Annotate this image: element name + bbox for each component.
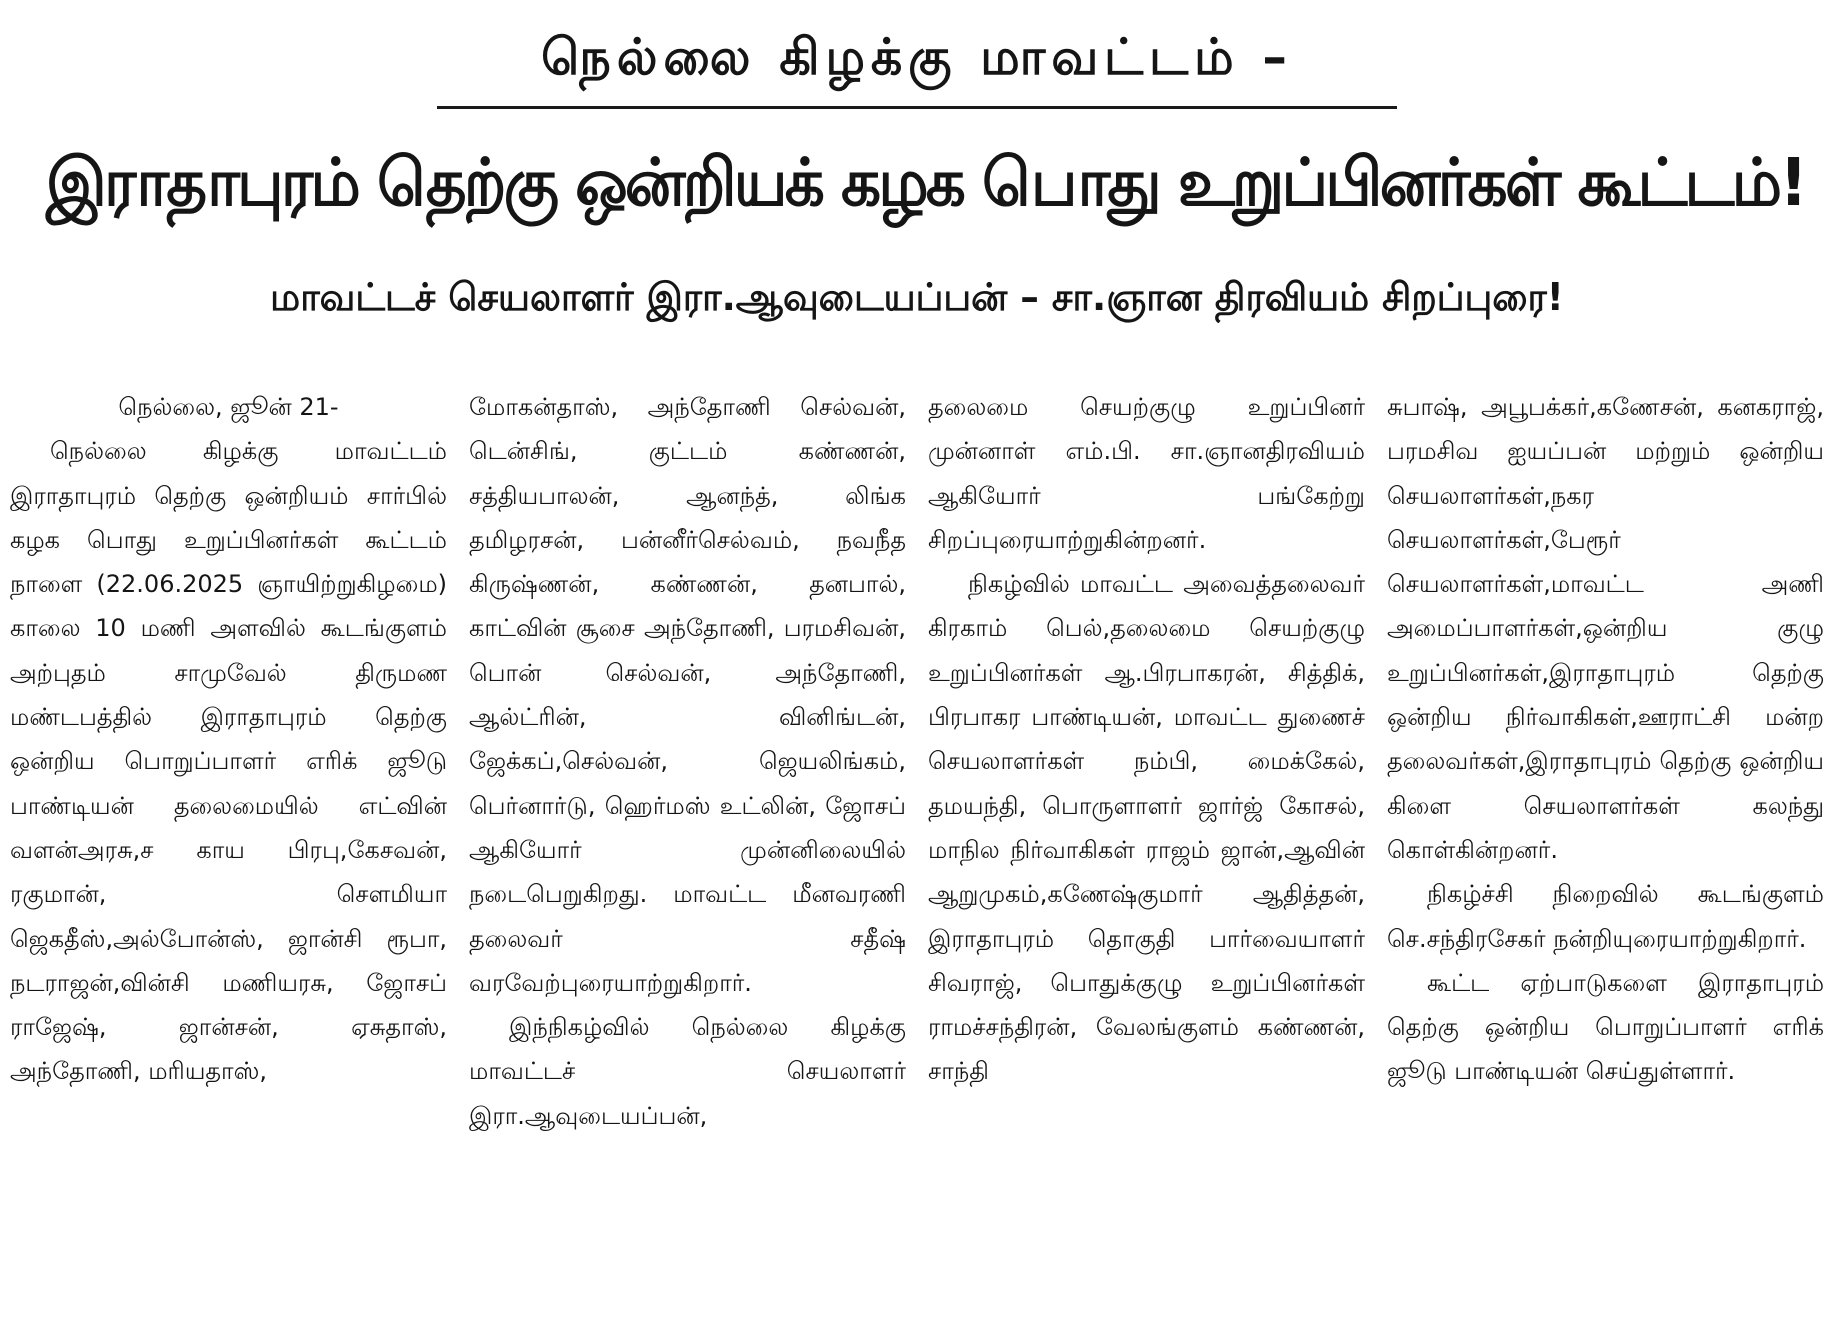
paragraph: நெல்லை கிழக்கு மாவட்டம் இராதாபுரம் தெற்கு ஒன்றியம் சார்பில் கழக பொது உறுப்பினர்கள் கூட்டம் நாளை (22.06.2025 ஞாயிற்றுகிழமை) காலை 10 மணி அளவில் கூடங்குளம் அற்புதம் சாமுவேல் திருமண மண்டபத்தில் இராதாபுரம் தெற்கு ஒன்றிய பொறுப்பாளர் எரிக் ஜூடு பாண்டியன் தலைமையில் எட்வின் வளன்அரசு,ச காய பிரபு,கேசவன், ரகுமான், சௌமியா ஜெகதீஸ்,அல்போன்ஸ், ஜான்சி ரூபா, நடராஜன்,வின்சி மணியரசு, ஜோசப் ராஜேஷ், ஜான்சன், ஏசுதாஸ், அந்தோணி, மரியதாஸ், [10, 437, 447, 1086]
text-column-4 [1387, 385, 1824, 1295]
paragraph-continued: சுபாஷ், அபூபக்கர்,கணேசன், கனகராஜ், பரமசிவ ஐயப்பன் மற்றும் ஒன்றிய செயலாளர்கள்,நகர செயலாளர்கள்,பேரூர் செயலாளர்கள்,மாவட்ட அணி அமைப்பாளர்கள்,ஒன்றிய குழு உறுப்பினர்கள்,இராதாபுரம் தெற்கு ஒன்றிய நிர்வாகிகள்,ஊராட்சி மன்ற தலைவர்கள்,இராதாபுரம் தெற்கு ஒன்றிய கிளை செயலாளர்கள் கலந்து கொள்கின்றனர். [1387, 393, 1824, 864]
text-column-3 [928, 385, 1365, 1295]
paragraph-continued: மோகன்தாஸ், அந்தோணி செல்வன், டென்சிங், குட்டம் கண்ணன், சத்தியபாலன், ஆனந்த், லிங்க தமிழரசன், பன்னீர்செல்வம், நவநீத கிருஷ்ணன், கண்ணன், தனபால், காட்வின் சூசை அந்தோணி, பரமசிவன், பொன் செல்வன், அந்தோணி, ஆல்ட்ரின், வினிங்டன், ஜேக்கப்,செல்வன், ஜெயலிங்கம், பெர்னார்டு, ஹெர்மஸ் உட்லின், ஜோசப் ஆகியோர் முன்னிலையில் நடைபெறுகிறது. மாவட்ட மீனவரணி தலைவர் சதீஷ் வரவேற்புரையாற்றுகிறார். [469, 393, 906, 997]
kicker-heading: நெல்லை கிழக்கு மாவட்டம் – [541, 28, 1293, 86]
dateline: நெல்லை, ஜூன் 21- [118, 393, 339, 421]
subheadline: மாவட்டச் செயலாளர் இரா.ஆவுடையப்பன் – சா.ஞான திரவியம் சிறப்புரை! [270, 275, 1564, 319]
kicker-underline [437, 106, 1397, 109]
paragraph: நிகழ்வில் மாவட்ட அவைத்தலைவர் கிரகாம் பெல்,தலைமை செயற்குழு உறுப்பினர்கள் ஆ.பிரபாகரன், சித்திக், பிரபாகர பாண்டியன், மாவட்ட துணைச் செயலாளர்கள் நம்பி, மைக்கேல், தமயந்தி, பொருளாளர் ஜார்ஜ் கோசல், மாநில நிர்வாகிகள் ராஜம் ஜான்,ஆவின் ஆறுமுகம்,கணேஷ்குமார் ஆதித்தன், இராதாபுரம் தொகுதி பார்வையாளர் சிவராஜ், பொதுக்குழு உறுப்பினர்கள் ராமச்சந்திரன், வேலங்குளம் கண்ணன், சாந்தி [928, 570, 1365, 1086]
text-column-1 [10, 385, 447, 1295]
paragraph: இந்நிகழ்வில் நெல்லை கிழக்கு மாவட்டச் செயலாளர் இரா.ஆவுடையப்பன், [469, 1013, 906, 1130]
headline: இராதாபுரம் தெற்கு ஒன்றியக் கழக பொது உறுப்பினர்கள் கூட்டம்! [45, 144, 1805, 221]
article-body [10, 385, 1824, 1295]
paragraph-continued: தலைமை செயற்குழு உறுப்பினர் முன்னாள் எம்.பி. சா.ஞானதிரவியம் ஆகியோர் பங்கேற்று சிறப்புரையாற்றுகின்றனர். [928, 393, 1365, 554]
article-header [0, 0, 1834, 400]
paragraph: நிகழ்ச்சி நிறைவில் கூடங்குளம் செ.சந்திரசேகர் நன்றியுரையாற்றுகிறார். [1387, 880, 1824, 953]
text-column-2 [469, 385, 906, 1295]
paragraph: கூட்ட ஏற்பாடுகளை இராதாபுரம் தெற்கு ஒன்றிய பொறுப்பாளர் எரிக் ஜூடு பாண்டியன் செய்துள்ளார். [1387, 968, 1824, 1086]
